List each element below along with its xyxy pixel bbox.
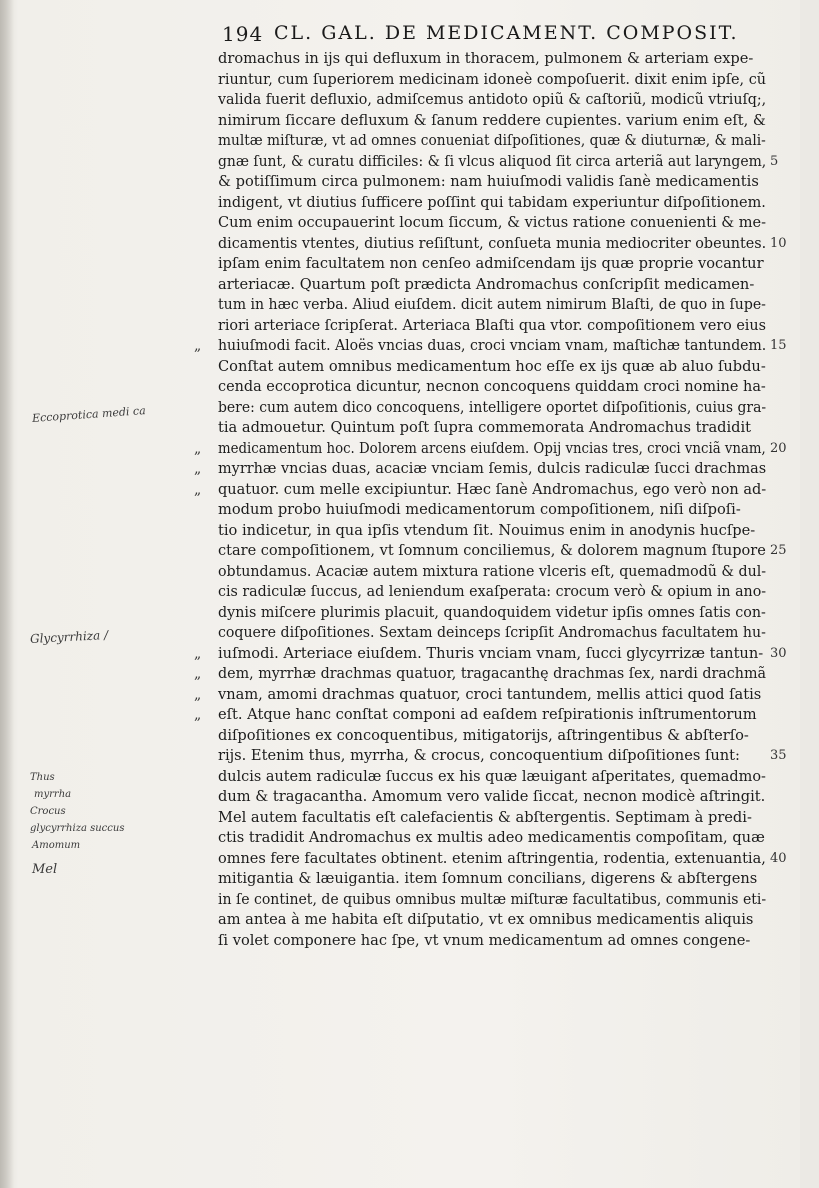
line-text: diſpoſitiones ex concoquentibus, mitigatorijs, aſtringentibus & abſterſo- xyxy=(218,726,749,744)
marginal-note-eccoprotica: Eccoprotica medi ca xyxy=(31,404,147,425)
text-line xyxy=(218,521,766,542)
text-line xyxy=(218,582,766,603)
text-line xyxy=(218,623,766,644)
line-text: ſi volet componere hac ſpe, vt vnum medicamentum ad omnes congene- xyxy=(218,931,751,949)
line-text: coquere diſpoſitiones. Sextam deinceps ſcripſit Andromachus facultatem hu- xyxy=(218,624,766,641)
line-text: Cum enim occupauerint locum ſiccum, & victus ratione conuenienti & me- xyxy=(218,214,766,231)
gutter-shadow xyxy=(0,0,14,1188)
text-line xyxy=(218,828,766,849)
quote-mark: „ xyxy=(194,686,202,703)
quote-mark: „ xyxy=(194,461,202,477)
line-number: 25 xyxy=(770,543,787,558)
line-text: Mel autem facultatis eſt calefacientis & abſtergentis. Septimam à predi- xyxy=(218,808,752,826)
text-line xyxy=(218,90,766,111)
text-line xyxy=(218,849,787,870)
line-text: gnæ ſunt, & curatu difficiles: & ſi vlcus aliquod ſit circa arteriã aut laryngem, xyxy=(218,152,767,170)
quote-mark: „ xyxy=(194,440,202,457)
line-number: 15 xyxy=(770,338,787,353)
line-text: am antea à me habita eſt diſputatio, vt ex omnibus medicamentis aliquis xyxy=(218,911,754,928)
quote-mark: „ xyxy=(194,338,202,354)
text-line xyxy=(218,49,766,70)
quote-mark: „ xyxy=(194,645,202,662)
line-text: obtundamus. Acaciæ autem mixtura ratione vlceris eſt, quemadmodũ & dul- xyxy=(218,562,767,580)
text-line xyxy=(218,418,766,439)
line-text: iuſmodi. Arteriace eiuſdem. Thuris vnciam vnam, ſucci glycyrrizæ tantun- xyxy=(218,644,764,662)
line-text: cis radiculæ ſuccus, ad leniendum exaſperata: crocum verò & opium in ano- xyxy=(218,583,767,600)
text-line xyxy=(218,398,766,419)
text-line xyxy=(194,685,766,706)
text-line xyxy=(194,705,766,726)
line-number: 5 xyxy=(770,153,779,169)
line-text: quatuor. cum melle excipiuntur. Hæc ſanè Andromachus, ego verò non ad- xyxy=(218,480,767,498)
line-text: dem, myrrhæ drachmas quatuor, tragacanthę drachmas ſex, nardi drachmã xyxy=(218,665,767,682)
text-line xyxy=(218,131,766,152)
quote-mark: „ xyxy=(194,666,202,682)
text-line xyxy=(218,377,766,398)
line-number: 10 xyxy=(770,235,787,251)
line-text: riuntur, cum ſuperiorem medicinam idoneè compoſuerit. dixit enim ipſe, cũ xyxy=(218,70,767,88)
text-line xyxy=(194,459,767,480)
quote-mark: „ xyxy=(194,481,202,498)
line-text: tum in hæc verba. Aliud eiuſdem. dicit autem nimirum Blaſti, de quo in ſupe- xyxy=(218,296,766,313)
text-line xyxy=(218,193,766,214)
text-line xyxy=(218,869,766,890)
text-line xyxy=(194,336,787,357)
line-text: bere: cum autem dico concoquens, intelligere oportet diſpoſitionis, cuius gra- xyxy=(218,398,767,416)
line-text: vnam, amomi drachmas quatuor, croci tantundem, mellis attici quod ſatis xyxy=(218,685,762,703)
text-line xyxy=(218,295,766,316)
line-number: 40 xyxy=(770,850,787,866)
text-line xyxy=(194,480,767,501)
marginal-note-ingredient: glycyrrhiza succus xyxy=(30,823,125,834)
line-text: nimirum ſiccare defluxum & ſanum reddere cupientes. varium enim eſt, & xyxy=(218,111,766,129)
text-line xyxy=(218,767,766,788)
text-line xyxy=(218,808,766,829)
text-line xyxy=(218,890,766,911)
text-line xyxy=(218,70,766,91)
page-header xyxy=(222,22,782,50)
line-text: dynis miſcere plurimis placuit, quandoquidem videtur ipſis omnes ſatis con- xyxy=(218,603,766,621)
body-text xyxy=(194,49,787,951)
line-text: dum & tragacantha. Amomum vero valide ſiccat, necnon modicè aſtringit. xyxy=(218,788,766,805)
line-text: ipſam enim facultatem non cenſeo admiſcendam ijs quæ proprie vocantur xyxy=(218,255,764,272)
running-head: CL. GAL. DE MEDICAMENT. COMPOSIT. xyxy=(274,22,739,44)
line-text: cenda eccoprotica dicuntur, necnon concoquens quiddam croci nomine ha- xyxy=(218,378,766,395)
text-line xyxy=(218,152,779,173)
line-text: dicamentis vtentes, diutius reſiſtunt, conſueta munia mediocriter obeuntes. xyxy=(218,234,767,252)
line-number: 35 xyxy=(770,748,787,763)
text-line xyxy=(194,644,787,665)
line-text: dulcis autem radiculæ ſuccus ex his quæ læuigant aſperitates, quemadmo- xyxy=(218,767,766,785)
line-text: ctare compoſitionem, vt ſomnum conciliemus, & dolorem magnum ſtupore xyxy=(218,542,766,559)
text-line xyxy=(218,172,766,193)
page-number: 194 xyxy=(222,22,264,46)
line-text: rijs. Etenim thus, myrrha, & crocus, concoquentium diſpoſitiones ſunt: xyxy=(218,747,740,764)
line-text: tio indicetur, in qua ipſis vtendum ſit. Nouimus enim in anodynis hucſpe- xyxy=(218,521,756,539)
quote-mark: „ xyxy=(194,707,202,723)
line-number: 30 xyxy=(770,645,787,661)
text-line xyxy=(218,357,766,378)
line-text: tia admouetur. Quintum poſt ſupra commemorata Andromachus tradidit xyxy=(218,419,752,436)
text-line xyxy=(218,726,766,747)
line-text: modum probo huiuſmodi medicamentorum compoſitionem, niſi diſpoſi- xyxy=(218,501,741,518)
text-line xyxy=(218,213,766,234)
text-line xyxy=(218,254,766,275)
text-line xyxy=(194,664,767,685)
marginal-note-ingredient: myrrha xyxy=(34,789,72,800)
line-text: eſt. Atque hanc conſtat componi ad eaſdem reſpirationis inſtrumentorum xyxy=(218,706,757,723)
marginal-note-ingredient: Amomum xyxy=(32,840,81,851)
text-line xyxy=(218,787,766,808)
line-text: riori arteriace ſcripſerat. Arteriaca Blaſti qua vtor. compoſitionem vero eius xyxy=(218,316,766,334)
text-line xyxy=(218,931,766,952)
line-text: omnes fere facultates obtinent. etenim aſtringentia, rodentia, extenuantia, xyxy=(218,849,766,867)
text-line xyxy=(218,111,766,132)
marginal-note-ingredient: Thus xyxy=(30,772,55,783)
line-number: 20 xyxy=(770,440,787,456)
text-line xyxy=(218,234,787,255)
text-line xyxy=(218,541,787,562)
line-text: Conſtat autem omnibus medicamentum hoc eſſe ex ijs quæ ab aluo ſubdu- xyxy=(218,357,766,375)
line-text: arteriacæ. Quartum poſt prædicta Andromachus conſcripſit medicamen- xyxy=(218,275,755,293)
text-line xyxy=(218,746,787,767)
line-text: in ſe continet, de quibus omnibus multæ miſturæ facultatibus, communis eti- xyxy=(218,890,767,908)
text-line xyxy=(218,500,766,521)
line-text: multæ miſturæ, vt ad omnes conueniat diſpoſitiones, quæ & diuturnæ, & mali- xyxy=(218,132,766,149)
line-text: mitigantia & læuigantia. item ſomnum concilians, digerens & abſtergens xyxy=(218,870,758,887)
text-line xyxy=(218,275,766,296)
line-text: dromachus in ijs qui defluxum in thoracem, pulmonem & arteriam expe- xyxy=(218,50,754,67)
line-text: huiuſmodi facit. Aloës vncias duas, croci vnciam vnam, maſtichæ tantundem. xyxy=(218,337,767,354)
text-line xyxy=(218,562,766,583)
line-text: myrrhæ vncias duas, acaciæ vnciam ſemis, dulcis radiculæ ſucci drachmas xyxy=(218,460,767,477)
marginal-note-ingredient: Crocus xyxy=(30,806,66,817)
line-text: ctis tradidit Andromachus ex multis adeo medicamentis compoſitam, quæ xyxy=(218,829,765,846)
text-line xyxy=(218,316,766,337)
text-line xyxy=(218,603,766,624)
text-line xyxy=(194,439,787,460)
line-text: valida fuerit defluxio, admiſcemus antidoto opiũ & caſtoriũ, modicũ vtriuſq;, xyxy=(218,91,767,108)
line-text: medicamentum hoc. Dolorem arcens eiuſdem. Opij vncias tres, croci vnciã vnam, xyxy=(218,439,766,457)
line-text: indigent, vt diutius ſufficere poſſint qui tabidam experiuntur diſpoſitionem. xyxy=(218,193,766,211)
line-text: & potiſſimum circa pulmonem: nam huiuſmodi validis ſanè medicamentis xyxy=(218,173,759,190)
text-line xyxy=(218,910,766,931)
marginal-note-glycyrrhiza: Glycyrrhiza / xyxy=(29,627,109,647)
marginal-note-mel: Mel xyxy=(32,862,58,877)
